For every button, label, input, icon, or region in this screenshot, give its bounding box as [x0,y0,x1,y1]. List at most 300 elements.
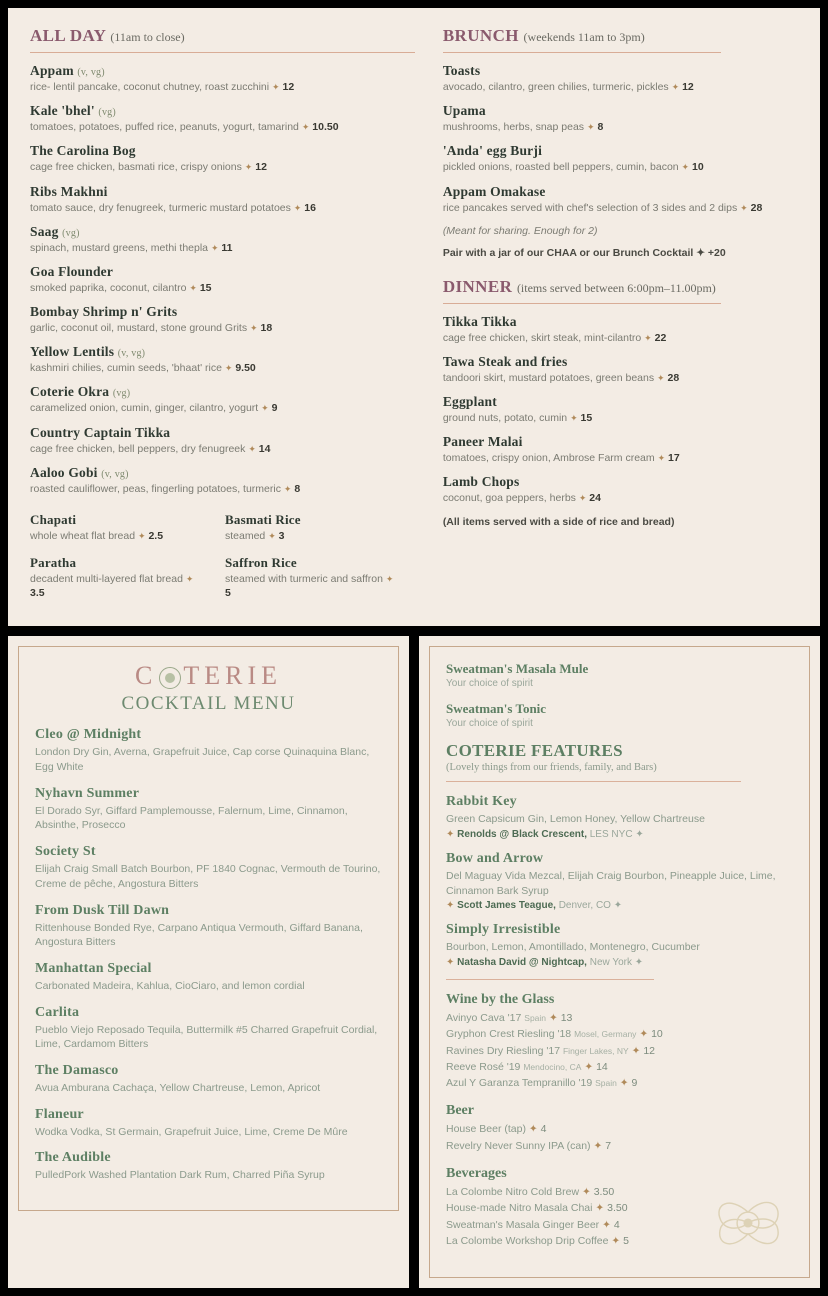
item-price: 10.50 [312,121,339,134]
menu-item-name [443,314,800,330]
item-title: Appam Omakase [442,183,546,199]
menu-item-name [443,103,800,119]
cocktail-name: Carlita [35,1004,80,1020]
item-price: 12 [255,161,267,174]
credit-author: Scott James Teague, [457,900,556,912]
item-title: Yellow Lentils [30,344,115,360]
drink-region: Finger Lakes, NY [562,1045,629,1056]
dinner-title: DINNER [442,276,513,296]
cocktail-desc: Rittenhouse Bonded Rye, Carpano Antiqua Vermouth, Giffard Banana, Angostura Bitters [35,921,363,949]
cocktail-name: Manhattan Special [35,960,152,976]
cocktail-item [35,1107,382,1140]
feature-name: Bow and Arrow [446,851,544,867]
drink-line [446,1043,793,1059]
drink-line [446,1121,793,1137]
brunch-dinner-column [425,26,800,612]
menu-item [30,224,415,255]
item-description: spinach, mustard greens, methi thepla [30,241,209,254]
item-title: Appam [30,63,74,78]
item-price: 8 [294,482,301,495]
cocktail-desc: Pueblo Viejo Reposado Tequila, Buttermilk #5 Charred Grapefruit Cordial, Lime, Cardamom Bitters [35,1023,378,1051]
menu-item-name [30,103,415,119]
menu-item-name [443,474,800,490]
item-description: rice pancakes served with chef's selection of 3 sides and 2 dips [442,201,738,214]
menu-item [443,434,800,465]
credit-location: Denver, CO ✦ [555,900,623,912]
spirit-choice-name: Sweatman's Masala Mule [446,661,589,677]
features-title: COTERIE FEATURES [446,741,623,761]
cocktail-card-right [419,636,820,1288]
bullet-icon: ✦ [681,162,690,173]
all-day-title: ALL DAY [30,26,106,45]
drink-price: 12 [643,1044,655,1057]
side-item [30,512,205,543]
menu-item-desc [443,451,800,465]
bullet-icon: ✦ [644,332,652,343]
item-price: 12 [682,81,694,93]
item-description: ground nuts, potato, cumin [442,412,568,425]
item-title: Saag [30,223,59,239]
cocktail-name: Society St [35,844,96,860]
item-title: Coterie Okra [30,384,110,400]
all-day-subtitle: (11am to close) [110,30,185,44]
item-price: 15 [199,281,212,294]
menu-item-name [443,63,800,79]
drink-name: Revelry Never Sunny IPA (can) [446,1139,591,1152]
features-subtitle: (Lovely things from our friends, family, and Bars) [446,762,657,774]
item-title: Toasts [442,63,481,78]
cocktail-name: Flaneur [35,1106,84,1122]
item-description: tandoori skirt, mustard potatoes, green beans [442,371,655,384]
side-item [225,512,400,543]
item-price: 17 [668,452,680,465]
menu-item-desc [443,80,800,94]
cocktail-menu-row [8,636,820,1288]
cocktail-desc: El Dorado Syr, Giffard Pamplemousse, Falernum, Lime, Cinnamon, Absinthe, Prosecco [35,804,348,832]
menu-item-name [30,425,415,441]
item-price: 9 [271,402,278,415]
menu-item [30,304,415,335]
brunch-heading [443,26,800,46]
cocktail-name: Nyhavn Summer [35,785,140,801]
side-description: steamed with turmeric and saffron [225,573,383,586]
divider [443,303,722,304]
drink-region: Spain [595,1078,617,1089]
divider [446,979,654,980]
cocktail-item [35,727,382,774]
feature-credit [446,957,793,968]
menu-item-desc [443,201,800,215]
bullet-icon: ✦ [581,1186,591,1199]
cocktail-item [35,1150,382,1183]
bullet-icon: ✦ [244,162,253,173]
brunch-sharing-note: (Meant for sharing. Enough for 2) [442,224,598,237]
side-name: Saffron Rice [225,555,297,571]
wine-lines [446,1010,793,1091]
item-title: Aaloo Gobi [30,464,98,480]
divider [446,781,741,782]
item-description: smoked paprika, coconut, cilantro [30,281,187,294]
item-title: Upama [442,103,486,119]
drink-name: Sweatman's Masala Ginger Beer [446,1218,600,1231]
dinner-heading [443,277,800,297]
cocktail-item [35,844,382,891]
cocktail-left-frame [18,646,399,1211]
bullet-icon: ✦ [611,1234,621,1247]
credit-prefix: ✦ [446,957,458,969]
all-day-heading [30,26,415,46]
bullet-icon: ✦ [631,1044,641,1057]
brunch-item-list [443,63,800,215]
sides-grid [30,512,415,613]
cocktail-card-left [8,636,409,1288]
cocktail-desc: London Dry Gin, Averna, Grapefruit Juice, Cap corse Quinaquina Blanc, Egg White [35,746,370,774]
drink-line [446,1059,793,1075]
drink-region: Spain [524,1013,547,1024]
item-tag: (v, vg) [77,67,105,78]
feature-item [446,794,793,840]
side-price: 2.5 [148,529,164,542]
beverages-title: Beverages [446,1166,507,1182]
item-price: 8 [597,121,604,134]
brand-subtitle: COCKTAIL MENU [121,693,296,715]
drink-name: La Colombe Workshop Drip Coffee [446,1234,609,1247]
bullet-icon: ✦ [671,82,680,92]
drink-region: Mosel, Germany [574,1029,637,1040]
drink-price: 10 [651,1028,663,1041]
item-description: tomatoes, potatoes, puffed rice, peanuts, yogurt, tamarind [30,121,299,134]
bullet-icon: ✦ [248,443,256,454]
cocktail-desc: Avua Amburana Cachaça, Yellow Chartreuse, Lemon, Apricot [35,1081,321,1094]
brunch-pairing-note: Pair with a jar of our CHAA or our Brunch Cocktail ✦ +20 [442,246,726,259]
item-description: kashmiri chilies, cumin seeds, 'bhaat' rice [30,362,222,375]
sides-column-left [30,512,205,613]
item-title: Lamb Chops [442,474,520,490]
menu-item-desc [443,371,800,385]
credit-location: LES NYC ✦ [586,829,644,841]
item-title: Eggplant [442,394,497,410]
bullet-icon: ✦ [528,1123,538,1136]
side-description: steamed [225,529,266,542]
item-price: 14 [258,442,271,455]
beer-lines [446,1121,793,1154]
bullet-icon: ✦ [657,372,665,383]
menu-item-desc [30,160,415,174]
item-tag: (vg) [62,227,80,239]
spirit-choice-desc: Your choice of spirit [446,718,533,730]
menu-item-name [443,184,800,200]
credit-prefix: ✦ [446,829,458,841]
item-price: 11 [221,241,233,254]
bullet-icon: ✦ [301,122,310,133]
beer-title: Beer [446,1103,474,1119]
menu-item [443,354,800,385]
menu-item-name [30,384,415,400]
menu-item [443,394,800,425]
menu-item-desc [443,411,800,425]
drink-price: 7 [605,1139,612,1152]
item-price: 18 [260,322,273,335]
menu-item [443,314,800,345]
side-item [225,555,400,600]
item-price: 10 [692,161,704,174]
menu-item [443,184,800,215]
spirit-choice-name: Sweatman's Tonic [446,701,547,717]
item-tag: (v, vg) [117,348,146,360]
dinner-note: (All items served with a side of rice and bread) [442,515,675,528]
feature-desc: Del Maguay Vida Mezcal, Elijah Craig Bourbon, Pineapple Juice, Lime, Cinnamon Bark Syrup [446,870,776,897]
menu-item [30,344,415,375]
menu-item [30,465,415,496]
bullet-icon: ✦ [261,403,269,414]
menu-item-name [30,304,415,320]
feature-name: Simply Irresistible [446,922,561,938]
cocktail-item [35,1005,382,1052]
drink-region: Mendocino, CA [523,1061,582,1072]
drink-line [446,1075,793,1091]
drink-price: 14 [596,1060,608,1073]
side-desc [30,529,205,543]
side-name: Chapati [30,511,77,527]
cocktail-name: Cleo @ Midnight [35,727,142,743]
item-description: coconut, goa peppers, herbs [442,492,576,505]
spirit-choice-list [446,661,793,729]
brand-letter: C [135,661,158,691]
item-price: 16 [304,201,316,214]
side-name: Paratha [30,555,77,571]
flower-logo-icon [159,667,181,689]
item-description: tomato sauce, dry fenugreek, turmeric mustard potatoes [30,201,291,214]
menu-item [30,143,415,174]
food-menu-card [8,8,820,626]
menu-item-name [443,354,800,370]
menu-item [30,264,415,295]
feature-credit [446,900,793,911]
bullet-icon: ✦ [657,453,666,464]
menu-item [443,63,800,94]
bullet-icon: ✦ [272,82,280,92]
drink-line [446,1138,793,1154]
drink-price: 13 [560,1012,573,1025]
item-title: Tawa Steak and fries [442,353,568,369]
side-name: Basmati Rice [225,511,301,527]
cocktail-item [35,903,382,950]
feature-name: Rabbit Key [446,794,517,810]
flower-decoration-icon [693,1173,803,1273]
cocktail-list [35,727,382,1183]
side-desc [225,572,400,600]
bullet-icon: ✦ [595,1202,605,1215]
menu-item-desc [30,482,415,496]
spirit-choice-item [446,701,793,729]
item-title: Country Captain Tikka [30,424,171,440]
drink-line [446,1010,793,1026]
all-day-item-list [30,63,415,496]
item-title: 'Anda' egg Burji [442,143,543,159]
side-desc [225,529,400,543]
bullet-icon: ✦ [570,413,578,424]
item-description: cage free chicken, bell peppers, dry fenugreek [30,442,246,455]
menu-item-desc [30,120,415,134]
divider [443,52,722,53]
side-description: whole wheat flat bread [30,529,136,542]
menu-item-desc [30,321,415,335]
menu-item-name [443,394,800,410]
menu-item-name [30,184,415,200]
item-description: caramelized onion, cumin, ginger, cilantro, yogurt [30,402,259,415]
menu-item-name [30,344,415,360]
feature-item [446,851,793,911]
brunch-title: BRUNCH [442,26,519,45]
bullet-icon: ✦ [740,202,748,213]
item-title: Tikka Tikka [442,313,517,329]
drink-name: Reeve Rosé '19 [446,1060,521,1073]
drink-price: 4 [613,1218,620,1231]
credit-author: Renolds @ Black Crescent, [457,829,587,841]
bullet-icon: ✦ [602,1218,611,1231]
drink-price: 5 [623,1234,629,1247]
drink-price: 4 [540,1123,547,1136]
bullet-icon: ✦ [283,483,292,494]
bullet-icon: ✦ [189,282,197,293]
sides-column-right [225,512,400,613]
bullet-icon: ✦ [385,574,394,585]
menu-item-desc [30,401,415,415]
spirit-choice-desc: Your choice of spirit [446,678,533,690]
item-description: cage free chicken, skirt steak, mint-cilantro [442,331,642,344]
dinner-item-list [443,314,800,506]
menu-item-name [30,143,415,159]
item-description: mushrooms, herbs, snap peas [442,121,585,134]
item-description: cage free chicken, basmati rice, crispy onions [30,161,242,174]
menu-item-name [443,434,800,450]
drink-name: Avinyo Cava '17 [446,1012,522,1025]
side-price: 5 [225,587,231,600]
menu-item [443,143,800,174]
drink-line [446,1026,793,1042]
item-description: avocado, cilantro, green chilies, turmeric, pickles [442,81,669,93]
menu-item [30,184,415,215]
bullet-icon: ✦ [138,530,146,541]
bullet-icon: ✦ [224,363,233,374]
item-description: garlic, coconut oil, mustard, stone ground Grits [30,322,248,335]
drink-name: House Beer (tap) [446,1123,526,1136]
bullet-icon: ✦ [586,122,595,133]
cocktail-right-frame [429,646,810,1278]
bullet-icon: ✦ [250,323,258,334]
item-price: 28 [667,371,680,384]
menu-item-desc [30,201,415,215]
item-description: roasted cauliflower, peas, fingerling potatoes, turmeric [30,482,281,495]
bullet-icon: ✦ [593,1139,603,1152]
side-price: 3 [278,529,285,542]
bullet-icon: ✦ [578,493,587,504]
brand-block [35,661,382,715]
item-title: Kale 'bhel' [30,103,95,119]
item-title: Ribs Makhni [30,183,108,199]
menu-item-desc [30,241,415,255]
menu-item-desc [30,80,415,94]
bullet-icon: ✦ [185,574,194,585]
item-title: The Carolina Bog [30,143,136,159]
spirit-choice-item [446,661,793,689]
credit-author: Natasha David @ Nightcap, [457,957,587,969]
menu-item-desc [30,442,415,456]
feature-credit [446,829,793,840]
feature-item [446,922,793,968]
cocktail-item [35,961,382,994]
menu-item-desc [443,120,800,134]
bullet-icon: ✦ [548,1012,558,1025]
item-tag: (vg) [98,107,116,119]
side-price: 3.5 [30,587,45,600]
menu-item [30,384,415,415]
menu-item-name [443,143,800,159]
cocktail-desc: PulledPork Washed Plantation Dark Rum, Charred Piña Syrup [35,1169,325,1182]
menu-item [30,103,415,134]
side-item [30,555,205,600]
item-title: Paneer Malai [442,434,523,450]
dinner-subtitle: (items served between 6:00pm–11.00pm) [516,280,716,295]
item-title: Goa Flounder [30,263,114,279]
item-price: 22 [654,331,667,344]
menu-item-desc [443,331,800,345]
item-price: 15 [580,412,593,425]
cocktail-item [35,786,382,833]
brand-rest: TERIE [183,661,282,691]
bullet-icon: ✦ [619,1077,629,1090]
cocktail-name: From Dusk Till Dawn [35,902,170,918]
drink-name: House-made Nitro Masala Chai [446,1202,593,1215]
features-list [446,794,793,968]
drink-price: 3.50 [593,1186,615,1199]
bullet-icon: ✦ [268,530,276,541]
menu-item-desc [30,361,415,375]
item-tag: (v, vg) [101,468,129,480]
brand-title [35,661,382,691]
drink-name: Azul Y Garanza Tempranillo '19 [446,1077,593,1090]
cocktail-desc: Elijah Craig Small Batch Bourbon, PF 1840 Cognac, Vermouth de Tourino, Creme de pêche, Angostura Bitters [35,863,381,890]
beer-group [446,1103,793,1154]
cocktail-desc: Carbonated Madeira, Kahlua, CioCiaro, and lemon cordial [35,979,305,992]
menu-item-name [30,224,415,240]
menu-item [30,63,415,94]
feature-desc: Bourbon, Lemon, Amontillado, Montenegro, Cucumber [446,941,700,954]
drink-name: Gryphon Crest Riesling '18 [446,1028,572,1041]
item-price: 9.50 [235,362,256,375]
feature-desc: Green Capsicum Gin, Lemon Honey, Yellow Chartreuse [446,813,705,826]
bullet-icon: ✦ [639,1028,649,1041]
drink-name: La Colombe Nitro Cold Brew [446,1186,580,1199]
drink-price: 9 [631,1077,638,1090]
menu-item-name [30,63,415,79]
menu-item-desc [30,281,415,295]
bullet-icon: ✦ [210,242,219,253]
cocktail-name: The Damasco [35,1062,119,1078]
side-description: decadent multi-layered flat bread [30,573,183,586]
credit-location: New York ✦ [586,957,644,969]
drink-name: Ravines Dry Riesling '17 [446,1044,561,1057]
brunch-subtitle: (weekends 11am to 3pm) [523,30,645,44]
item-description: rice- lentil pancake, coconut chutney, roast zucchini [30,81,270,93]
item-description: pickled onions, roasted bell peppers, cumin, bacon [442,161,679,174]
menu-item-name [30,465,415,481]
item-price: 24 [589,492,601,505]
divider [30,52,415,53]
all-day-section [30,26,425,612]
bullet-icon: ✦ [293,202,302,213]
menu-item-name [30,264,415,280]
